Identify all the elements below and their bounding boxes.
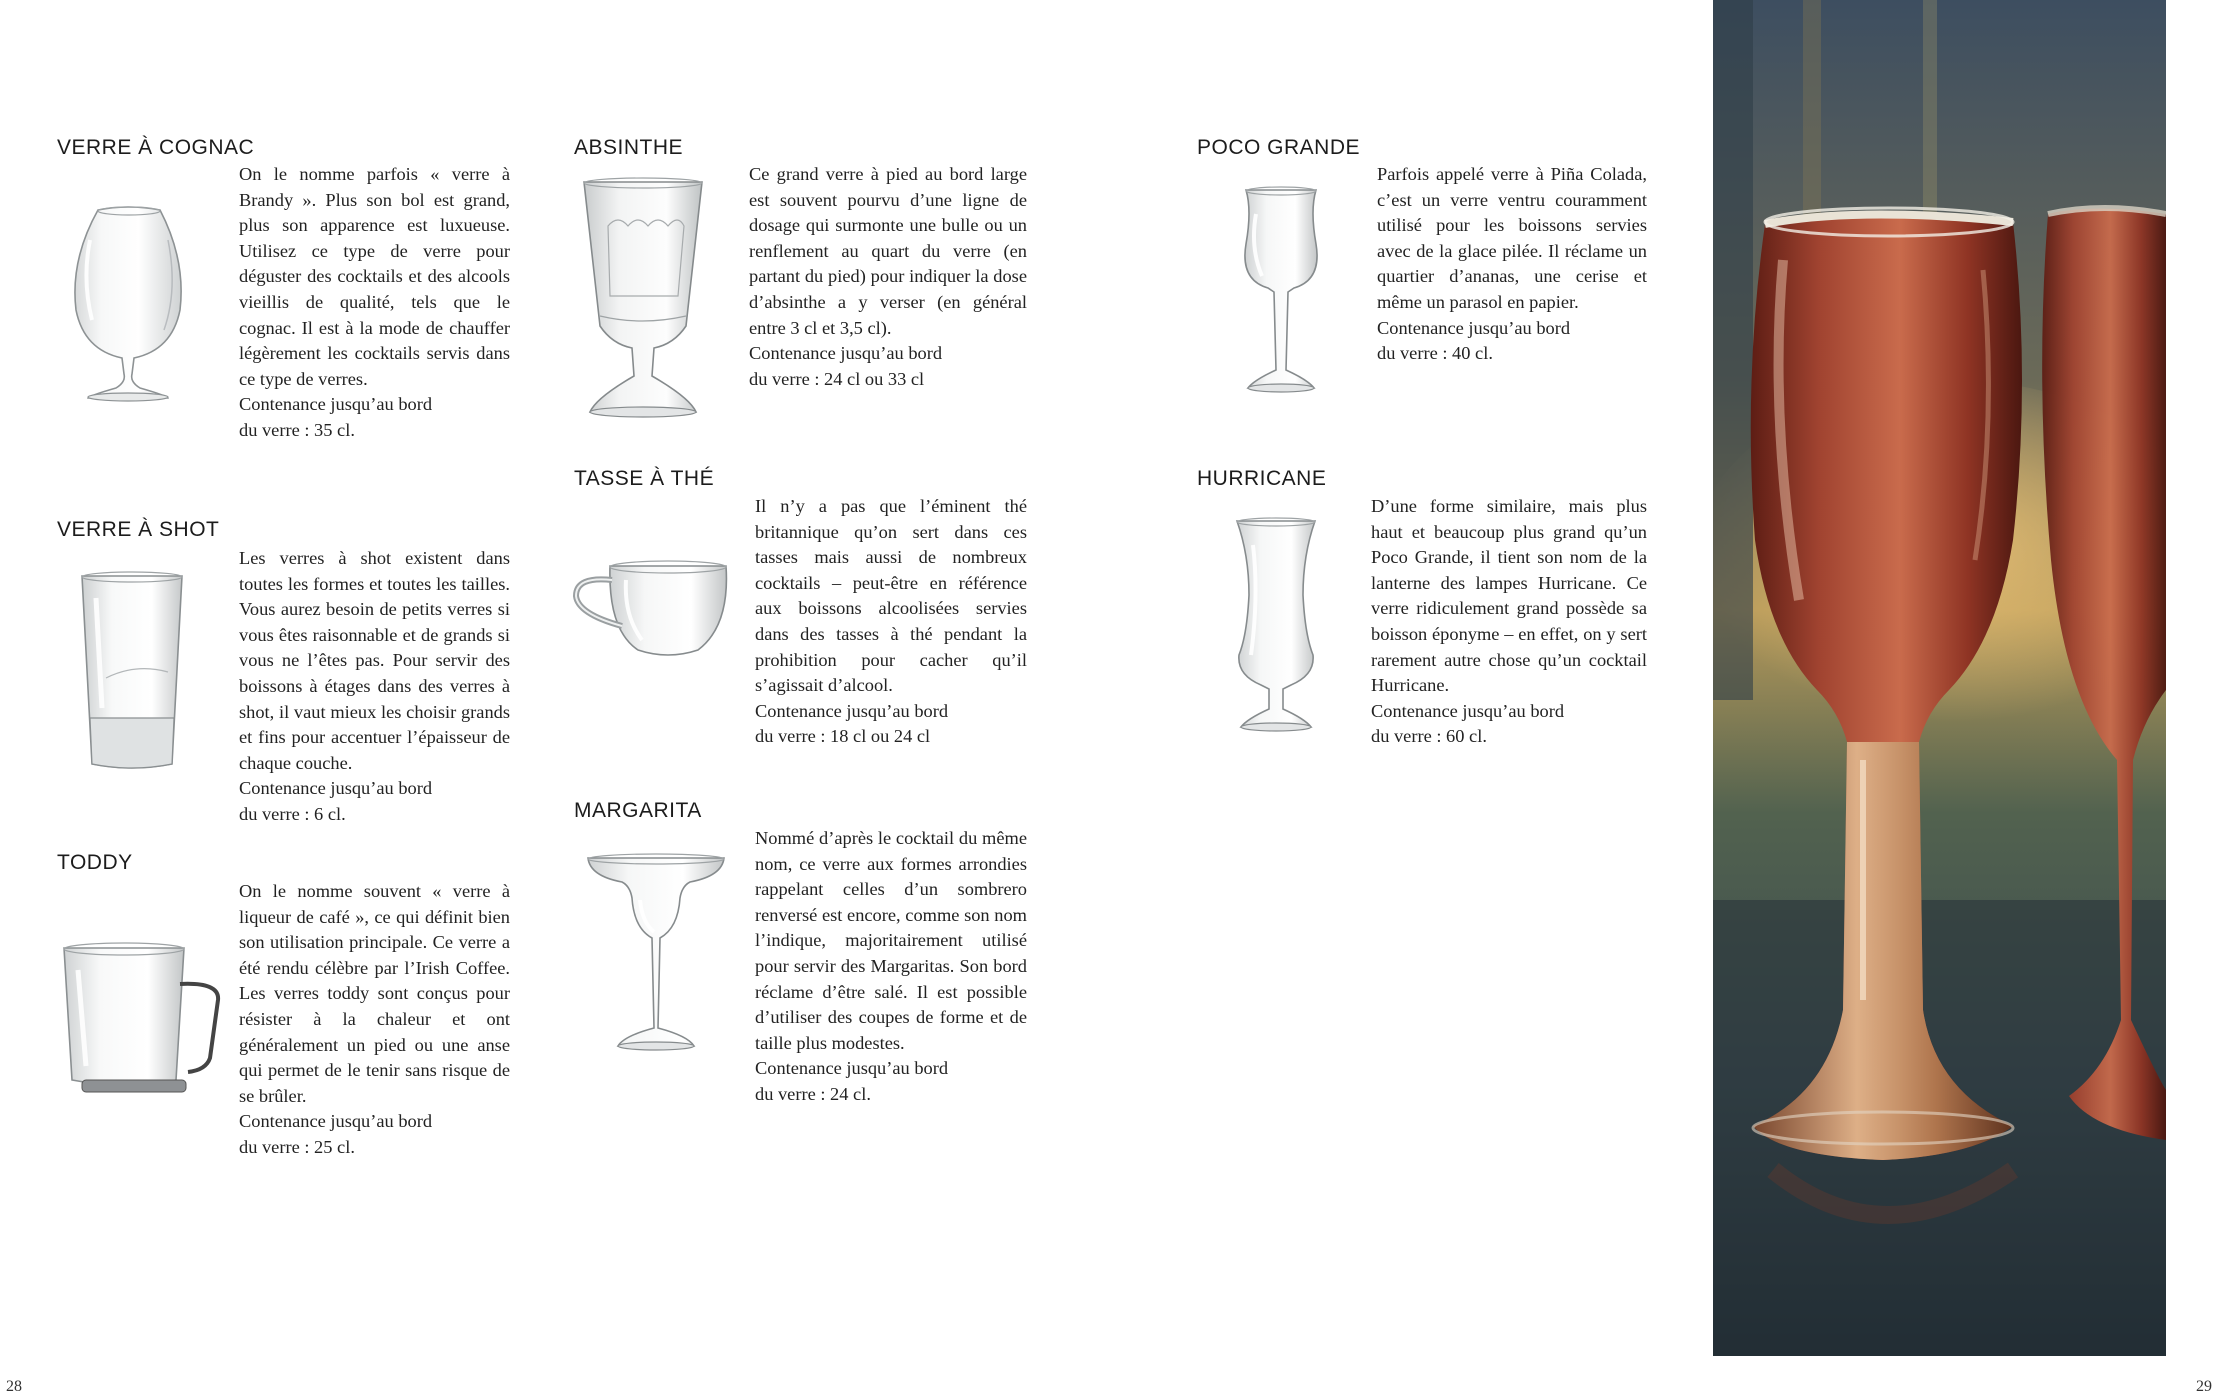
title-shot: VERRE À SHOT [57, 518, 220, 541]
poco-grande-glass-icon [1238, 184, 1324, 398]
capacity-shot-line2: du verre : 6 cl. [239, 803, 346, 824]
shot-glass-icon [76, 568, 188, 778]
title-margarita: MARGARITA [574, 799, 702, 822]
title-absinthe: ABSINTHE [574, 136, 684, 159]
text-shot [239, 546, 510, 828]
description-margarita: Nommé d’après le cocktail du même nom, ce verre aux formes arrondies rappelant celles d’un sombrero renversé est encore, comme son nom l’indique, majoritairement utilisé pour servir des Margaritas. Son bord réclame d’être salé. Il est possible d’utiliser des coupes de forme et de taille plus modestes. [755, 828, 1027, 1053]
description-poco-grande: Parfois appelé verre à Piña Colada, c’est un verre ventru couramment utilisé pour les boissons servies avec de la glace pilée. Il réclame un quartier d’ananas, une cerise et même un parasol en papier. [1377, 164, 1647, 312]
page-number-right: 29 [2196, 1378, 2212, 1395]
description-toddy: On le nomme souvent « verre à liqueur de café », ce qui définit bien son utilisation principale. Ce verre a été rendu célèbre par l’Irish Coffee. Les verres toddy sont conçus pour résister à la chaleur et ont généralement un pied ou une anse qui permet de le tenir sans risque de se brûler. [239, 881, 510, 1106]
capacity-hurricane-line2: du verre : 60 cl. [1371, 726, 1487, 747]
cognac-glass-icon [68, 200, 188, 405]
capacity-cognac-line1: Contenance jusqu’au bord [239, 394, 433, 415]
text-cognac [239, 162, 510, 444]
capacity-tea-cup-line1: Contenance jusqu’au bord [755, 700, 949, 721]
text-absinthe [749, 162, 1027, 392]
capacity-margarita-line1: Contenance jusqu’au bord [755, 1058, 949, 1079]
absinthe-glass-icon [578, 176, 708, 421]
capacity-absinthe-line1: Contenance jusqu’au bord [749, 343, 943, 364]
description-absinthe: Ce grand verre à pied au bord large est souvent pourvu d’une ligne de dosage qui surmonte une bulle ou un renflement au quart du verre (en partant du pied) pour indiquer la dose d’absinthe a y verser (en général entre 3 cl et 3,5 cl). [749, 164, 1027, 338]
capacity-cognac-line2: du verre : 35 cl. [239, 419, 355, 440]
text-hurricane [1371, 494, 1647, 750]
capacity-margarita-line2: du verre : 24 cl. [755, 1083, 871, 1104]
description-shot: Les verres à shot existent dans toutes les formes et toutes les tailles. Vous aurez besoin de petits verres si vous êtes raisonnable et de grands si vous ne l’êtes pas. Pour servir des boissons à étages dans des verres à shot, il vaut mieux les choisir grands et fins pour accentuer l’épaisseur de chaque couche. [239, 548, 510, 773]
champagne-flutes-photo [1713, 0, 2166, 1356]
title-toddy: TODDY [57, 851, 133, 874]
capacity-shot-line1: Contenance jusqu’au bord [239, 778, 433, 799]
capacity-toddy-line1: Contenance jusqu’au bord [239, 1111, 433, 1132]
capacity-poco-grande-line2: du verre : 40 cl. [1377, 343, 1493, 364]
capacity-toddy-line2: du verre : 25 cl. [239, 1136, 355, 1157]
capacity-hurricane-line1: Contenance jusqu’au bord [1371, 700, 1565, 721]
page-number-left: 28 [6, 1378, 22, 1395]
text-tea-cup [755, 494, 1027, 750]
title-tea-cup: TASSE À THÉ [574, 467, 715, 490]
text-toddy [239, 879, 510, 1161]
text-margarita [755, 826, 1027, 1108]
tea-cup-icon [572, 556, 732, 662]
toddy-glass-icon [58, 940, 228, 1110]
capacity-poco-grande-line1: Contenance jusqu’au bord [1377, 317, 1571, 338]
capacity-absinthe-line2: du verre : 24 cl ou 33 cl [749, 368, 925, 389]
text-poco-grande [1377, 162, 1647, 367]
description-hurricane: D’une forme similaire, mais plus haut et beaucoup plus grand qu’un Poco Grande, il tient son nom de la lanterne des lampes Hurricane. Ce verre ridiculement grand possède sa boisson éponyme – en effet, on y sert rarement autre chose qu’un cocktail Hurricane. [1371, 496, 1647, 696]
description-tea-cup: Il n’y a pas que l’éminent thé britannique qu’on sert dans ces tasses mais aussi de nombreux cocktails – peut-être en référence aux boissons alcoolisées servies dans des tasses à thé pendant la prohibition pour cacher qu’il s’agissait d’alcool. [755, 496, 1027, 696]
title-hurricane: HURRICANE [1197, 467, 1327, 490]
title-poco-grande: POCO GRANDE [1197, 136, 1361, 159]
hurricane-glass-icon [1231, 515, 1321, 737]
margarita-glass-icon [584, 852, 728, 1056]
capacity-tea-cup-line2: du verre : 18 cl ou 24 cl [755, 726, 931, 747]
title-cognac: VERRE À COGNAC [57, 136, 255, 159]
description-cognac: On le nomme parfois « verre à Brandy ». Plus son bol est grand, plus son apparence est luxueuse. Utilisez ce type de verre pour déguster des cocktails et des alcools vieillis de qualité, tels que le cognac. Il est à la mode de chauffer légèrement les cocktails servis dans ce type de verres. [239, 164, 510, 389]
